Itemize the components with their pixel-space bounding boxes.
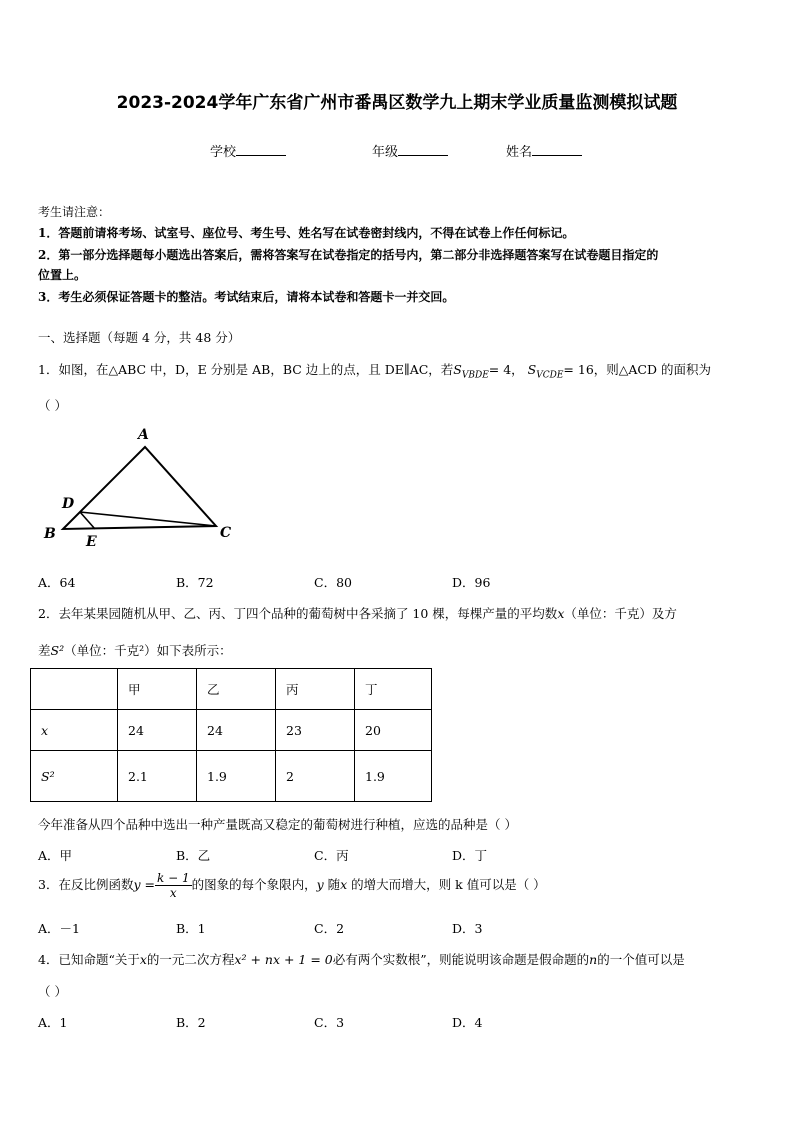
q4-equation: x² + nx + 1 = 0 [234, 952, 333, 967]
grade-blank[interactable] [398, 143, 448, 156]
q3-y-equals: y = [133, 877, 155, 892]
notice-item-1: 1．答题前请将考场、试室号、座位号、考生号、姓名写在试卷密封线内，不得在试卷上作任何标记。 [38, 226, 575, 240]
table-header-cell: 甲 [118, 669, 197, 710]
q4-text-c: 必有两个实数根”，则能说明该命题是假命题的 [332, 952, 590, 967]
q1-s2-symbol: S [527, 362, 537, 377]
q4-x: x [139, 952, 147, 967]
q3-numerator: k − 1 [156, 871, 190, 885]
notice-item-2-cont: 位置上。 [38, 268, 87, 282]
table-cell: 20 [355, 710, 432, 751]
school-blank[interactable] [236, 143, 286, 156]
q3-text-b: 的图象的每个象限内， [191, 877, 317, 892]
q2-option-a[interactable]: A．甲 [38, 848, 73, 863]
school-label: 学校 [210, 145, 237, 160]
grade-label: 年级 [372, 145, 399, 160]
data-table [30, 668, 432, 802]
q3-fraction [155, 871, 192, 900]
q1-text-a: 1．如图，在△ABC 中，D，E 分别是 AB，BC 边上的点，且 DE∥AC，若 [38, 362, 454, 377]
label-a: A [138, 427, 149, 443]
q3-y: y [316, 877, 324, 892]
table-header-cell: 乙 [197, 669, 276, 710]
q4-option-d[interactable]: D．4 [452, 1015, 483, 1030]
q3-text-a: 3．在反比例函数 [38, 877, 134, 892]
table-header-row [31, 669, 432, 710]
q1-s1-subscript: VBDE [461, 370, 489, 381]
q3-option-a[interactable]: A．－1 [38, 921, 80, 936]
label-b: B [44, 526, 56, 542]
table-header-cell: 丁 [355, 669, 432, 710]
notice-item-3: 3．考生必须保证答题卡的整洁。考试结束后，请将本试卷和答题卡一并交回。 [38, 290, 455, 304]
question-2-text [38, 604, 677, 622]
table-cell: 2 [276, 751, 355, 802]
triangle-abc [63, 447, 216, 529]
school-field[interactable] [210, 141, 286, 160]
question-4-text [38, 950, 685, 968]
table-cell: 1.9 [355, 751, 432, 802]
name-field[interactable] [506, 141, 582, 160]
table-cell [31, 669, 118, 710]
table-row-label: S² [31, 751, 118, 802]
table-row [31, 710, 432, 751]
q1-option-b[interactable]: B．72 [176, 575, 214, 590]
table-row-label: x [31, 710, 118, 751]
q4-text-d: 的一个值可以是 [597, 952, 685, 967]
name-label: 姓名 [506, 145, 533, 160]
segment-de [80, 512, 95, 529]
q1-option-c[interactable]: C．80 [314, 575, 352, 590]
q4-option-c[interactable]: C．3 [314, 1015, 345, 1030]
q4-option-a[interactable]: A．1 [38, 1015, 68, 1030]
q2-x-symbol: x [557, 606, 565, 621]
grade-field[interactable] [372, 141, 448, 160]
table-row [31, 751, 432, 802]
q1-option-a[interactable]: A．64 [38, 575, 76, 590]
q3-text-d: 的增大而增大，则 k 值可以是（ ） [347, 877, 546, 892]
name-blank[interactable] [532, 143, 582, 156]
notice-heading: 考生请注意： [38, 205, 111, 219]
table-cell: 2.1 [118, 751, 197, 802]
q2-option-c[interactable]: C．丙 [314, 848, 349, 863]
q1-text-b: ，则△ACD 的面积为 [593, 362, 711, 377]
q2-option-b[interactable]: B．乙 [176, 848, 211, 863]
q1-s2-subscript: VCDE [536, 370, 564, 381]
q1-s1-value: = 4， [488, 362, 524, 377]
page-title: 2023-2024学年广东省广州市番禺区数学九上期末学业质量监测模拟试题 [116, 93, 678, 113]
q1-s2-value: = 16 [563, 362, 594, 377]
q2-text-d: （单位：千克²）如下表所示： [64, 643, 232, 658]
q1-paren: （ ） [38, 398, 67, 413]
q2-s2-symbol: S² [50, 643, 65, 658]
segment-dc [80, 512, 216, 526]
q4-text-b: 的一元二次方程 [146, 952, 235, 967]
q3-option-b[interactable]: B．1 [176, 921, 206, 936]
question-2-text-cont [38, 641, 232, 659]
table-cell: 24 [197, 710, 276, 751]
q3-denominator: x [169, 886, 177, 900]
label-e: E [86, 534, 97, 550]
label-d: D [62, 496, 75, 512]
q4-n: n [589, 952, 598, 967]
q3-option-c[interactable]: C．2 [314, 921, 345, 936]
question-1-text [38, 360, 711, 381]
table-cell: 23 [276, 710, 355, 751]
q2-question: 今年准备从四个品种中选出一种产量既高又稳定的葡萄树进行种植，应选的品种是（ ） [38, 817, 517, 832]
q1-s1-symbol: S [453, 362, 462, 377]
triangle-figure [40, 425, 240, 550]
section-heading: 一、选择题（每题 4 分，共 48 分） [38, 330, 241, 345]
q4-option-b[interactable]: B．2 [176, 1015, 206, 1030]
q4-paren: （ ） [38, 984, 67, 999]
q2-text-a: 2．去年某果园随机从甲、乙、丙、丁四个品种的葡萄树中各采摘了 10 棵，每棵产量的平均数 [38, 606, 558, 621]
q3-x: x [340, 877, 348, 892]
table-cell: 1.9 [197, 751, 276, 802]
q1-option-d[interactable]: D．96 [452, 575, 491, 590]
q3-text-c: 随 [323, 877, 341, 892]
notice-item-2: 2．第一部分选择题每小题选出答案后，需将答案写在试卷指定的括号内，第二部分非选择题答案写在试卷题目指定的 [38, 248, 659, 262]
q2-text-c: 差 [38, 643, 51, 658]
q2-option-d[interactable]: D．丁 [452, 848, 488, 863]
q2-text-b: （单位：千克）及方 [564, 606, 677, 621]
q4-text-a: 4．已知命题“关于 [38, 952, 140, 967]
label-c: C [220, 525, 232, 541]
table-header-cell: 丙 [276, 669, 355, 710]
table-cell: 24 [118, 710, 197, 751]
q3-option-d[interactable]: D．3 [452, 921, 483, 936]
question-3-text [38, 871, 546, 900]
